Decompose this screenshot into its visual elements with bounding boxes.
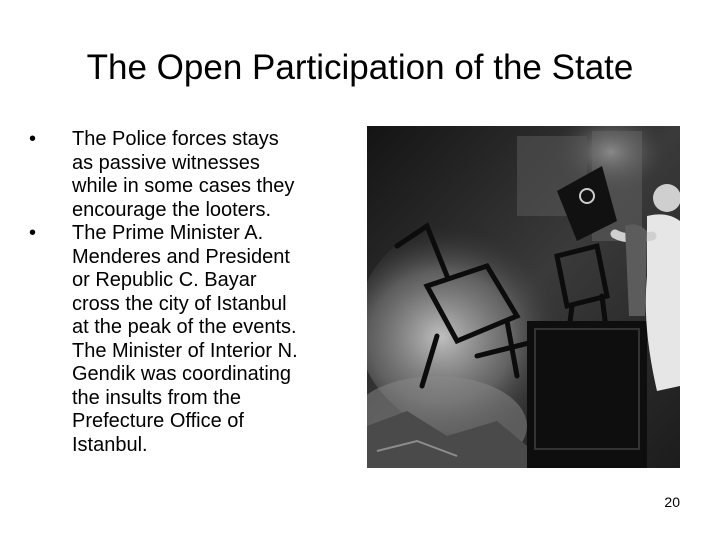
bullet-line: cross the city of Istanbul xyxy=(72,292,287,315)
bullet-line: The Minister of Interior N. xyxy=(72,339,298,362)
bullet-line: Gendik was coordinating xyxy=(72,363,292,385)
slide-title: The Open Participation of the State xyxy=(86,48,634,87)
bullet-line: encourage the looters. xyxy=(72,198,272,221)
bullet-line: Prefecture Office of xyxy=(72,410,244,432)
historical-photo xyxy=(367,126,680,468)
bullet-item xyxy=(28,128,358,222)
bullet-line: The Police forces stays xyxy=(72,128,279,150)
bullet-list xyxy=(28,128,358,457)
bullet-line: the insults from the xyxy=(72,386,241,409)
bullet-line: Istanbul. xyxy=(72,433,148,456)
bullet-icon: • xyxy=(29,222,37,244)
bullet-item xyxy=(28,222,358,457)
bullet-icon: • xyxy=(29,128,37,150)
bullet-line: The Prime Minister A. xyxy=(72,222,264,244)
bullet-line: while in some cases they xyxy=(72,175,295,197)
page-number: 20 xyxy=(664,494,680,510)
bullet-line: at the peak of the events. xyxy=(72,316,297,338)
bullet-line: as passive witnesses xyxy=(72,151,260,174)
bullet-line: or Republic C. Bayar xyxy=(72,269,257,291)
bullet-line: Menderes and President xyxy=(72,245,290,268)
